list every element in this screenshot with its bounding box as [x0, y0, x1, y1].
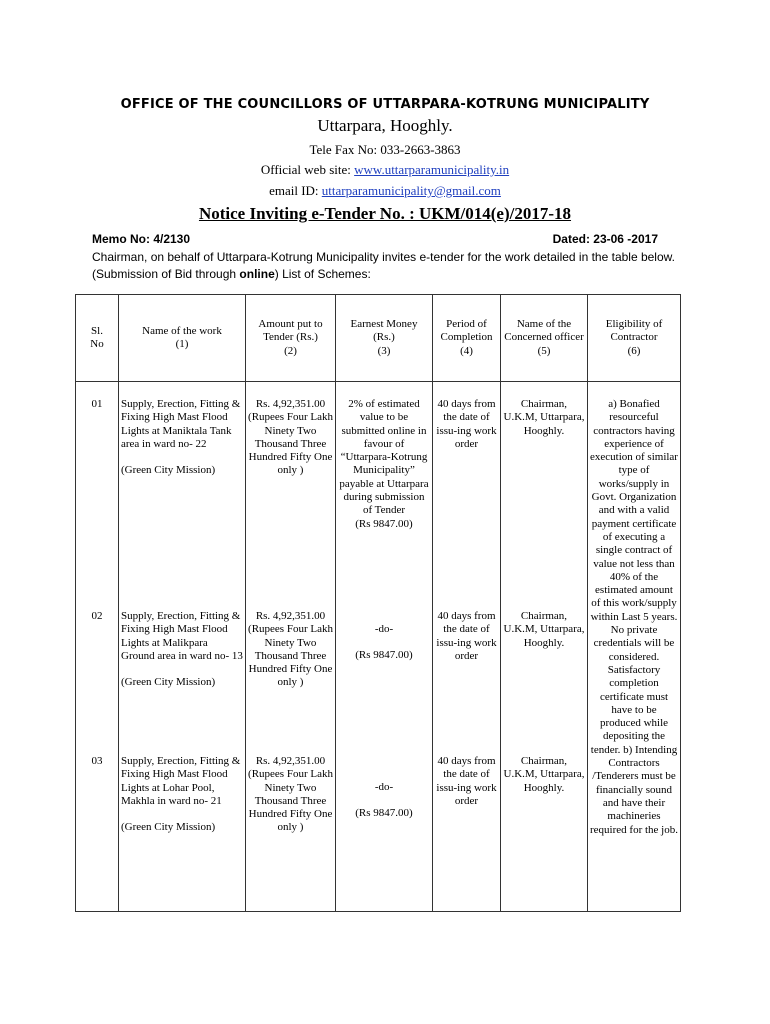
work-column	[119, 382, 246, 912]
amount-text: Rs. 4,92,351.00 (Rupees Four Lakh Ninety Two Thousand Three Hundred Fifty One only )	[248, 755, 333, 834]
earnest-column	[336, 382, 433, 912]
memo-date: Dated: 23-06 -2017	[552, 232, 658, 246]
header-eligibility: Eligibility of Contractor (6)	[588, 295, 681, 382]
sl-number: 02	[91, 610, 103, 622]
work-name: Supply, Erection, Fitting & Fixing High Mast Flood Lights at Maniktala Tank area in ward no- 22	[121, 398, 241, 450]
mission-label: (Green City Mission)	[121, 821, 216, 834]
intro-text-end: ) List of Schemes:	[274, 267, 371, 281]
amount-column	[246, 382, 336, 912]
mission-label: (Green City Mission)	[121, 464, 216, 477]
table-body-row	[76, 382, 681, 912]
period-column	[433, 382, 501, 912]
header-earnest: Earnest Money (Rs.) (3)	[336, 295, 433, 382]
earnest-amount: (Rs 9847.00)	[355, 807, 413, 820]
header-amount: Amount put to Tender (Rs.) (2)	[246, 295, 336, 382]
email-link[interactable]: uttarparamunicipality@gmail.com	[321, 183, 501, 198]
officer-column	[501, 382, 588, 912]
mission-label: (Green City Mission)	[121, 676, 216, 689]
notice-title: Notice Inviting e-Tender No. : UKM/014(e)/2017-18	[198, 204, 572, 223]
town-line: Uttarpara, Hooghly.	[317, 116, 453, 135]
website-label: Official web site:	[260, 162, 355, 177]
eligibility-text: a) Bonafied resourceful contractors having experience of execution of similar type of works/supply in Govt. Organization and with a valid payment certificate of executing a single contract of value not less than 40% of the estimated amount of this work/supply within Last 5 years. No private credentials will be considered. Satisfactory completion certificate must have to be produced while depositing the tender. b) Intending Contractors /Tenderers must be financially sound and have their machineries required for the job.	[590, 398, 678, 836]
schemes-table	[75, 294, 681, 912]
memo-number: Memo No: 4/2130	[92, 232, 191, 246]
table-row	[78, 610, 116, 755]
period-text: 40 days from the date of issu-ing work order	[436, 755, 497, 807]
period-text: 40 days from the date of issu-ing work order	[436, 610, 497, 662]
header-work: Name of the work (1)	[119, 295, 246, 382]
officer-text: Chairman, U.K.M, Uttarpara, Hooghly.	[503, 610, 585, 649]
intro-paragraph	[92, 249, 692, 283]
earnest-amount: (Rs 9847.00)	[355, 649, 413, 662]
amount-text: Rs. 4,92,351.00 (Rupees Four Lakh Ninety Two Thousand Three Hundred Fifty One only )	[248, 398, 333, 477]
work-name: Supply, Erection, Fitting & Fixing High Mast Flood Lights at Lohar Pool, Makhla in ward no- 21	[121, 755, 241, 807]
intro-text-start: Chairman, on behalf of Uttarpara-Kotrung Municipality invites e-tender for the work detailed in the table below. (Submission of Bid through	[92, 250, 675, 281]
earnest-amount: (Rs 9847.00)	[355, 517, 413, 530]
table-header-row	[76, 295, 681, 382]
amount-text: Rs. 4,92,351.00 (Rupees Four Lakh Ninety Two Thousand Three Hundred Fifty One only )	[248, 610, 333, 689]
sl-number: 03	[91, 755, 103, 767]
table-row	[78, 755, 116, 768]
intro-text-bold: online	[239, 267, 275, 281]
office-title: OFFICE OF THE COUNCILLORS OF UTTARPARA-KOTRUNG MUNICIPALITY	[120, 97, 650, 112]
sl-number: 01	[91, 398, 103, 410]
header-period: Period of Completion (4)	[433, 295, 501, 382]
earnest-text: -do-	[374, 781, 394, 793]
officer-text: Chairman, U.K.M, Uttarpara, Hooghly.	[503, 398, 585, 437]
header-officer: Name of the Concerned officer (5)	[501, 295, 588, 382]
header-sl: Sl. No	[76, 295, 119, 382]
period-text: 40 days from the date of issu-ing work order	[436, 398, 497, 450]
email-line	[0, 183, 770, 199]
tele-fax: Tele Fax No: 033-2663-3863	[309, 142, 461, 157]
officer-text: Chairman, U.K.M, Uttarpara, Hooghly.	[503, 755, 585, 794]
email-label: email ID:	[269, 183, 322, 198]
sl-column	[76, 382, 119, 912]
website-line	[0, 162, 770, 178]
website-link[interactable]: www.uttarparamunicipality.in	[354, 162, 510, 177]
earnest-text: 2% of estimated value to be submitted online in favour of “Uttarpara-Kotrung Municipality” payable at Uttarpara during submission of Tender	[339, 398, 429, 517]
eligibility-column	[588, 382, 681, 912]
earnest-text: -do-	[374, 623, 394, 635]
work-name: Supply, Erection, Fitting & Fixing High Mast Flood Lights at Malikpara Ground area in ward no- 13	[121, 610, 243, 662]
table-row	[78, 398, 116, 610]
